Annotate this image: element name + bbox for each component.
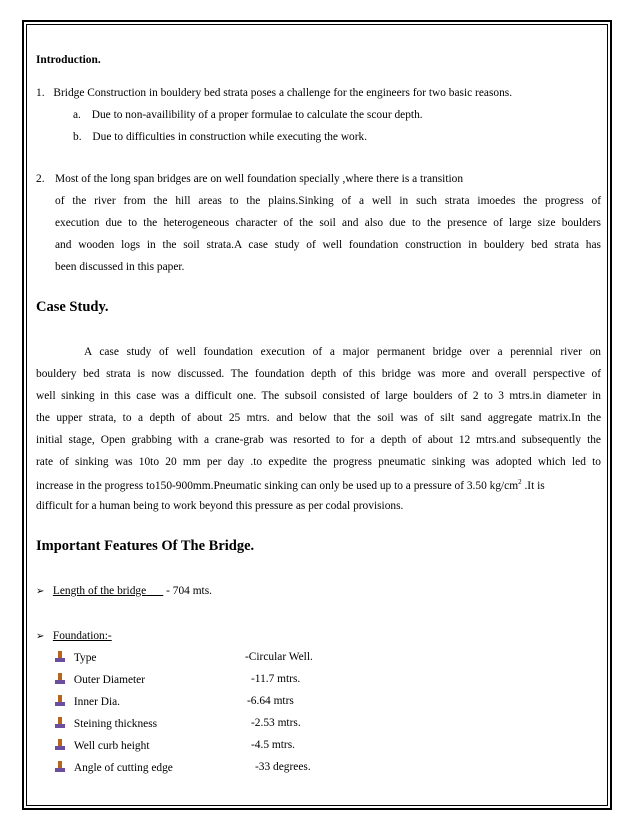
sub-text: Due to non-availibility of a proper formulae to calculate the scour depth.	[91, 109, 423, 121]
row-label: Inner Dia.	[73, 696, 121, 708]
row-value: -11.7 mtrs.	[251, 673, 301, 685]
sub-label: a.	[73, 109, 81, 121]
pin-bullet-icon	[55, 761, 65, 773]
row-label: Type	[73, 652, 97, 664]
case-study-line: initial stage, Open grabbing with a crane-grab was resorted to for a depth of about 12 mtrs.and subsequently the	[36, 434, 601, 446]
case-study-line-text: increase in the progress to150-900mm.Pneumatic sinking can only be used up to a pressure of 3.50 kg/cm	[36, 479, 519, 492]
item-number: 1.	[36, 87, 45, 99]
feature-length	[36, 585, 212, 597]
case-study-heading: Case Study.	[36, 299, 109, 315]
pin-bullet-icon	[55, 739, 65, 751]
feature-foundation	[36, 630, 112, 642]
intro-item-2-number: 2.	[36, 173, 45, 185]
pin-bullet-icon	[55, 651, 65, 663]
foundation-row	[55, 695, 120, 708]
row-value: -4.5 mtrs.	[251, 739, 295, 751]
row-label: Outer Diameter	[73, 674, 146, 686]
row-value: -Circular Well.	[245, 651, 313, 663]
arrow-bullet-icon: ➢	[36, 586, 45, 597]
foundation-row	[55, 673, 145, 686]
pin-bullet-icon	[55, 695, 65, 707]
intro-sub-a	[73, 109, 423, 121]
intro-item-2-line: and wooden logs in the soil strata.A case study of well foundation construction in bouldery bed strata has	[55, 239, 601, 251]
foundation-row	[55, 717, 157, 730]
case-study-line: well sinking in this case was a difficult one. The subsoil consisted of large boulders of 2 to 3 mtrs.in diameter in	[36, 390, 601, 402]
row-label: Well curb height	[73, 740, 150, 752]
sub-label: b.	[73, 131, 82, 143]
pin-bullet-icon	[55, 717, 65, 729]
intro-sub-b	[73, 131, 367, 143]
features-heading: Important Features Of The Bridge.	[36, 538, 255, 554]
row-value: -6.64 mtrs	[247, 695, 294, 707]
row-label: Angle of cutting edge	[73, 762, 173, 774]
case-study-line: the upper strata, to a depth of about 25 mtrs. and below that the soil was of silt sand aggregate matrix.In the	[36, 412, 601, 424]
case-study-line: rate of sinking was 10to 20 mm per day .to expedite the progress pneumatic sinking was adopted which led to	[36, 456, 601, 468]
foundation-row	[55, 739, 150, 752]
intro-item-1	[36, 87, 512, 99]
foundation-row	[55, 651, 96, 664]
intro-item-2-line: execution due to the heterogeneous character of the soil and also due to the presence of large size boulders	[55, 217, 601, 229]
length-label: Length of the bridge	[52, 585, 147, 597]
case-study-line: difficult for a human being to work beyond this pressure as per codal provisions.	[36, 500, 404, 512]
case-study-line: bouldery bed strata is now discussed. The foundation depth of this bridge was more and overall perspective of	[36, 368, 601, 380]
underline-gap	[146, 585, 163, 597]
intro-item-2-line: Most of the long span bridges are on well foundation specially ,where there is a transition	[55, 173, 464, 185]
length-value: - 704 mts.	[166, 585, 213, 597]
arrow-bullet-icon: ➢	[36, 631, 45, 642]
case-study-line: A case study of well foundation execution of a major permanent bridge over a perennial river on	[84, 346, 601, 358]
row-value: -2.53 mtrs.	[251, 717, 301, 729]
row-value: -33 degrees.	[255, 761, 311, 773]
foundation-row	[55, 761, 173, 774]
intro-heading: Introduction.	[36, 54, 101, 66]
pin-bullet-icon	[55, 673, 65, 685]
superscript: 2	[518, 478, 522, 486]
intro-item-2-line: of the river from the hill areas to the plains.Sinking of a well in such strata imoedes the progress of	[55, 195, 601, 207]
case-study-line	[36, 478, 545, 492]
foundation-label: Foundation:-	[52, 630, 112, 642]
case-study-line-tail: .It is	[521, 479, 545, 492]
sub-text: Due to difficulties in construction while executing the work.	[92, 131, 368, 143]
item-text: Bridge Construction in bouldery bed strata poses a challenge for the engineers for two basic reasons.	[53, 87, 513, 99]
intro-item-2-line: been discussed in this paper.	[55, 261, 185, 273]
row-label: Steining thickness	[73, 718, 158, 730]
